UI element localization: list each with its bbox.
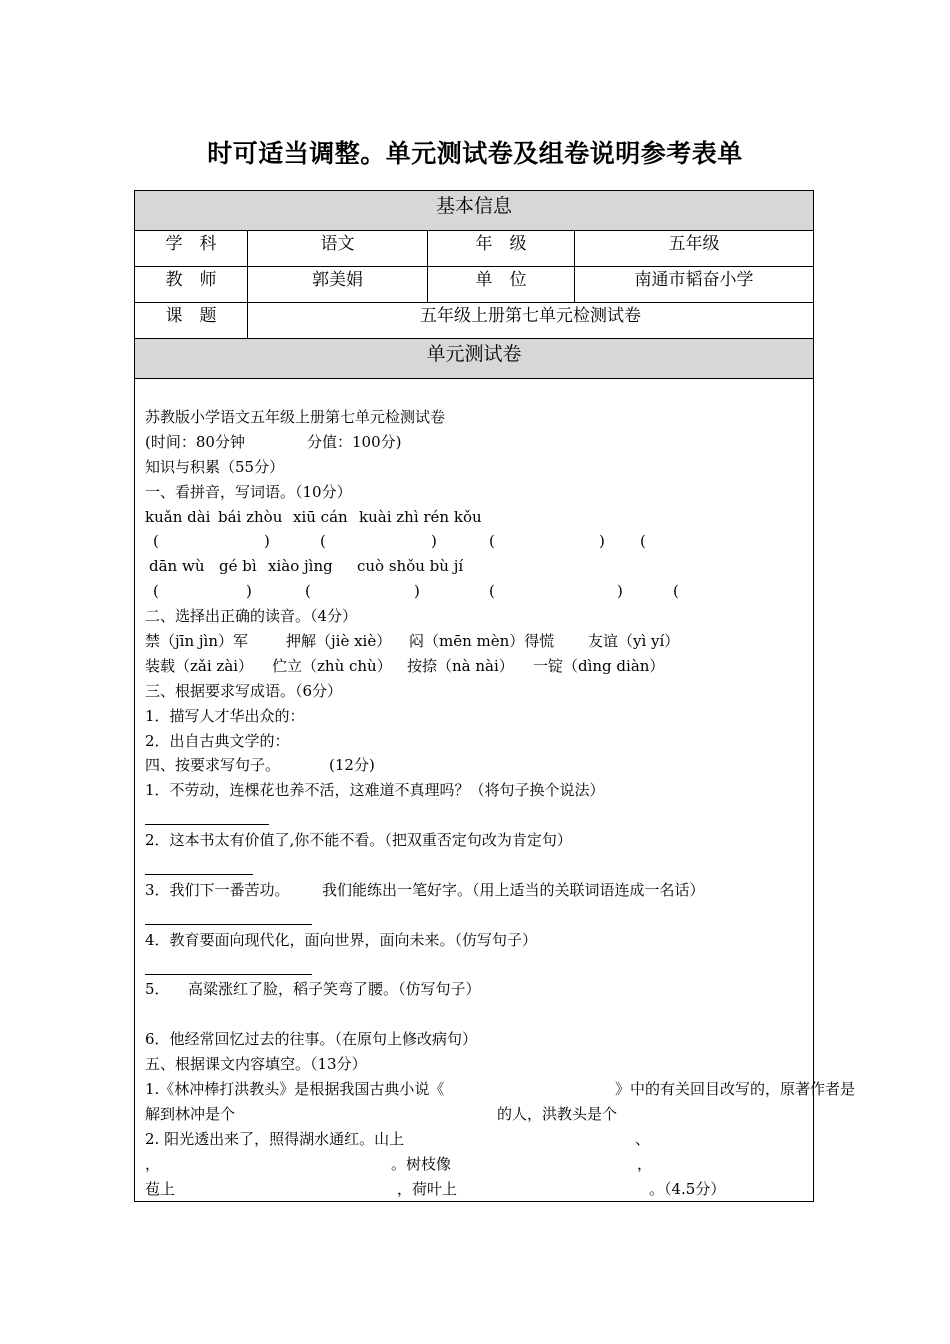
blank-bracket: ) <box>599 532 605 551</box>
answer-line <box>145 959 312 975</box>
pinyin-item: gé bì <box>219 557 257 576</box>
score-info: 分值：100分) <box>307 432 402 451</box>
blank-bracket: ( <box>489 532 495 551</box>
subject-label: 学 科 <box>165 234 217 254</box>
info-row-topic <box>135 303 813 339</box>
fill-item-cont: ， <box>637 1154 653 1173</box>
info-row-subject <box>135 231 813 267</box>
pinyin-item: bái zhòu <box>218 507 283 526</box>
sentence-item: 6．他经常回忆过去的往事。（在原句上修改病句） <box>145 1030 478 1049</box>
sentence-item: 5． <box>145 980 170 999</box>
reading-item: 押解（jiè xiè） <box>286 632 392 651</box>
reading-item: 伫立（zhù chù） <box>272 656 392 675</box>
basic-info-header <box>135 191 813 231</box>
q1-title: 一、看拼音，写词语。（10分） <box>145 482 352 501</box>
blank-bracket: ( <box>305 582 311 601</box>
fill-item: ， <box>145 1154 161 1173</box>
unit-label: 单 位 <box>427 267 574 302</box>
blank-bracket: ) <box>246 582 252 601</box>
pinyin-item: xiào jìng <box>268 557 333 576</box>
reading-item: 闷（mēn mèn）得慌 <box>409 632 555 651</box>
fill-item: 苞上 <box>145 1179 176 1198</box>
fill-item-cont: 。（4.5分） <box>649 1179 726 1198</box>
blank-bracket: ( <box>320 532 326 551</box>
answer-line <box>145 809 269 825</box>
fill-item-cont: ，荷叶上 <box>397 1179 458 1198</box>
reading-item: 禁（jīn jìn）军 <box>145 632 248 651</box>
subject-value: 语文 <box>247 231 427 266</box>
fill-item-cont: 、 <box>635 1129 651 1148</box>
info-row-teacher <box>135 267 813 303</box>
test-heading: 苏教版小学语文五年级上册第七单元检测试卷 <box>145 408 446 426</box>
q4-score: (12分) <box>329 756 375 775</box>
test-content <box>145 405 885 1202</box>
teacher-value: 郭美娟 <box>247 267 427 302</box>
unit-value: 南通市韬奋小学 <box>574 267 813 302</box>
q2-title: 二、选择出正确的读音。（4分） <box>145 607 358 626</box>
unit-test-header <box>135 339 813 379</box>
pinyin-item: cuò shǒu bù jí <box>357 557 464 576</box>
sentence-item-cont: 我们能练出一笔好字。（用上适当的关联词语连成一名话） <box>322 880 705 899</box>
q5-title: 五、根据课文内容填空。（13分） <box>145 1055 367 1074</box>
reading-item: 按捺（nà nài） <box>407 656 514 675</box>
blank-bracket: ) <box>431 532 437 551</box>
reading-item: 装载（zǎi zài） <box>145 656 254 675</box>
idiom-item: 1．描写人才华出众的： <box>145 706 305 725</box>
page-title: 时可适当调整。单元测试卷及组卷说明参考表单 <box>207 139 743 168</box>
sentence-item: 2．这本书太有价值了,你不能不看。（把双重否定句改为肯定句） <box>145 831 572 850</box>
fill-item-cont: 的人，洪教头是个 <box>497 1104 618 1123</box>
blank-bracket: ( <box>489 582 495 601</box>
teacher-label: 教 师 <box>165 270 217 290</box>
fill-item-cont: 。树枝像 <box>391 1154 452 1173</box>
q4-title: 四、按要求写句子。 <box>145 756 281 775</box>
sentence-item: 4．教育要面向现代化，面向世界，面向未来。（仿写句子） <box>145 930 538 949</box>
blank-bracket: ( <box>640 532 646 551</box>
sentence-item-cont: 高粱涨红了脸，稻子笑弯了腰。（仿写句子） <box>188 980 481 999</box>
reading-item: 一锭（dìng diàn） <box>533 656 665 675</box>
pinyin-item: kuǎn dài <box>145 507 211 526</box>
basic-info-title: 基本信息 <box>435 195 512 217</box>
grade-label: 年 级 <box>427 231 574 266</box>
pinyin-item: xiū cán <box>293 507 348 526</box>
pinyin-item: dān wù <box>149 557 205 576</box>
blank-bracket: ) <box>264 532 270 551</box>
reading-item: 友谊（yì yí） <box>588 632 680 651</box>
topic-value: 五年级上册第七单元检测试卷 <box>247 303 813 338</box>
time-info: (时间：80分钟 <box>145 432 245 451</box>
blank-bracket: ( <box>673 582 679 601</box>
fill-item: 1.《林冲棒打洪教头》是根据我国古典小说《 <box>145 1080 445 1099</box>
grade-value: 五年级 <box>574 231 813 266</box>
answer-line <box>145 909 312 925</box>
answer-line <box>145 859 253 875</box>
blank-bracket: ) <box>617 582 623 601</box>
topic-label: 课 题 <box>165 306 217 326</box>
blank-bracket: ( <box>153 532 159 551</box>
blank-bracket: ( <box>153 582 159 601</box>
pinyin-item: kuài zhì rén kǒu <box>359 507 482 526</box>
blank-bracket: ) <box>414 582 420 601</box>
section-knowledge: 知识与积累（55分） <box>145 457 285 476</box>
q3-title: 三、根据要求写成语。（6分） <box>145 681 343 700</box>
unit-test-title: 单元测试卷 <box>426 343 522 365</box>
fill-item: 2. 阳光透出来了，照得湖水通红。山上 <box>145 1129 405 1148</box>
sentence-item: 3．我们下一番苦功。 <box>145 880 290 899</box>
sentence-item: 1．不劳动，连棵花也养不活，这难道不真理吗？（将句子换个说法） <box>145 781 605 800</box>
idiom-item: 2．出自古典文学的： <box>145 731 290 750</box>
fill-item-cont: 》中的有关回目改写的，原著作者是 <box>615 1080 856 1099</box>
fill-item: 解到林冲是个 <box>145 1104 236 1123</box>
